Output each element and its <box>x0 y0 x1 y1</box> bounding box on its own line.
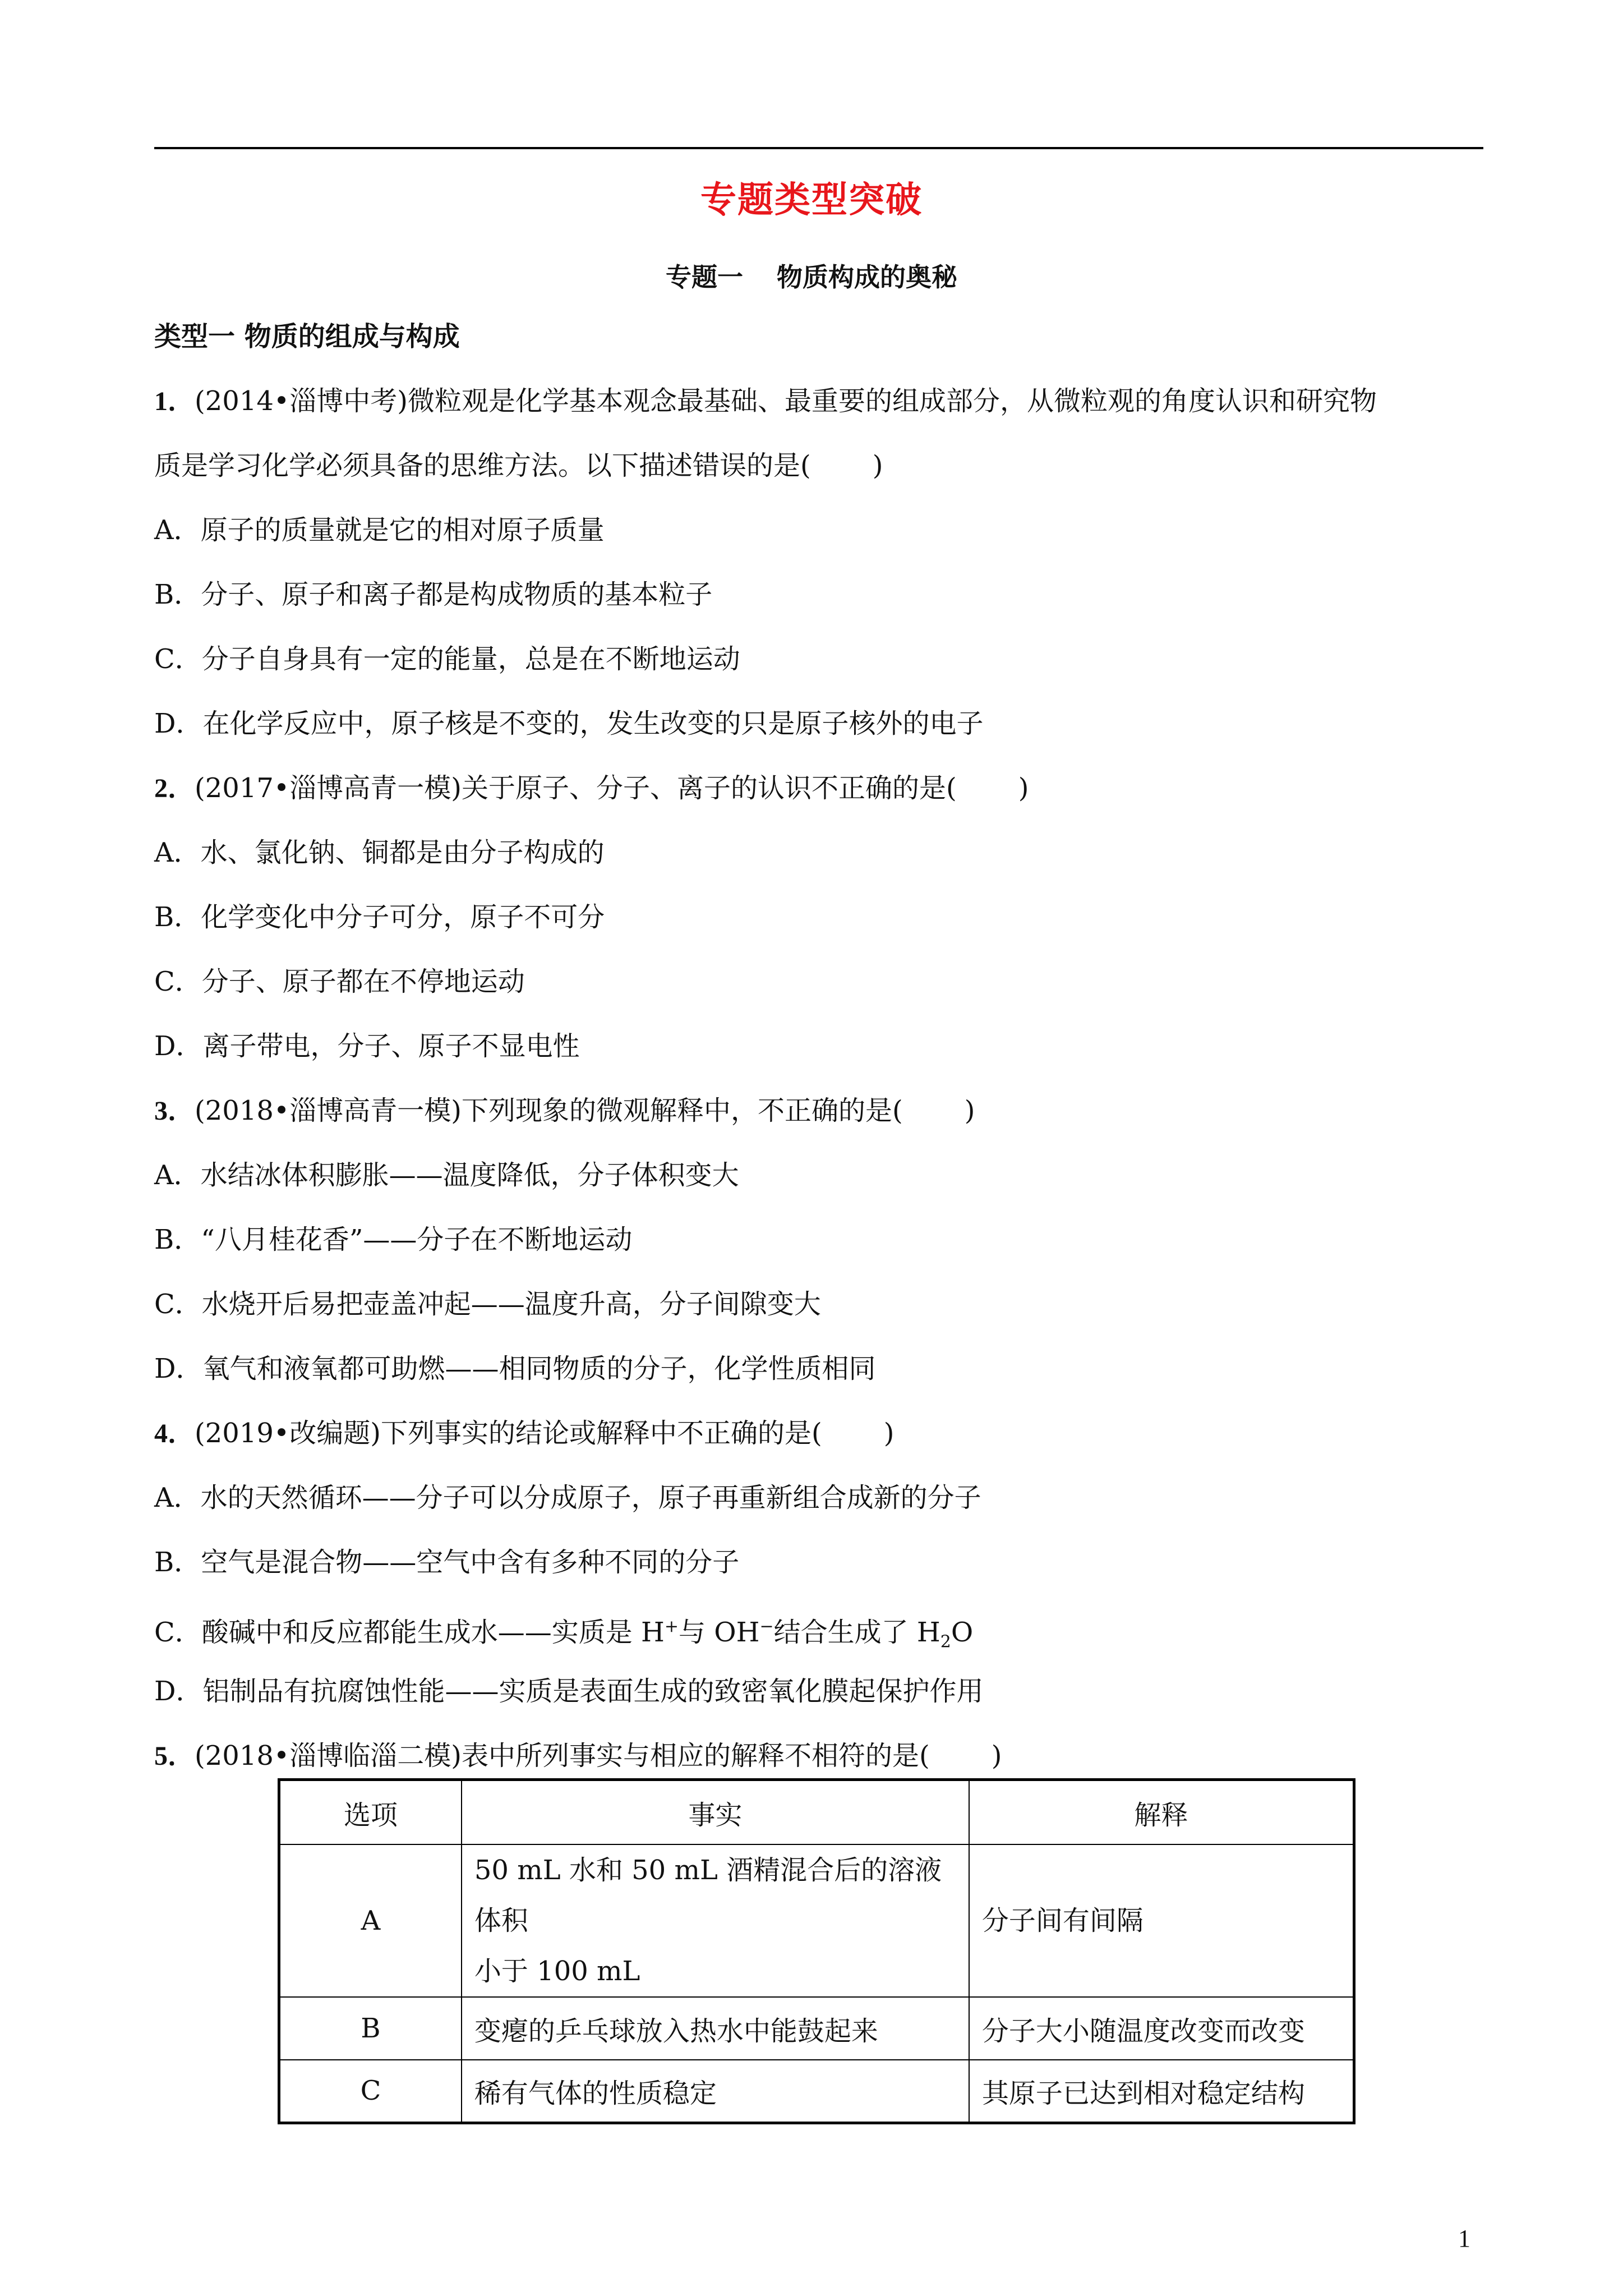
option-text: C．酸碱中和反应都能生成水——实质是 H <box>154 1617 665 1648</box>
question-stem: 下列现象的微观解释中，不正确的是( <box>461 1095 903 1126</box>
header-rule <box>154 147 1483 149</box>
table-cell-option: C <box>279 2060 462 2123</box>
table-header: 选项 <box>279 1780 462 1845</box>
subtitle-topic-number: 专题一 <box>666 262 743 292</box>
question-number: 5． <box>154 1741 195 1771</box>
question-source: (2019•改编题) <box>195 1418 381 1449</box>
answer-paren-close: ) <box>883 1418 895 1449</box>
fact-line: 小于 100 mL <box>474 1955 640 1987</box>
table-cell-fact <box>462 1844 969 1997</box>
question-3-option-a: A．水结冰体积膨胀——温度降低，分子体积变大 <box>154 1159 739 1191</box>
question-stem: 微粒观是化学基本观念最基础、最重要的组成部分，从微粒观的角度认识和研究物 <box>407 385 1377 417</box>
question-1-line-2 <box>154 449 883 482</box>
question-5-stem <box>154 1739 1002 1773</box>
question-stem: 质是学习化学必须具备的思维方法。以下描述错误的是( <box>154 450 811 481</box>
question-4-option-b: B．空气是混合物——空气中含有多种不同的分子 <box>154 1547 740 1578</box>
table-cell-explanation: 分子间有间隔 <box>969 1844 1354 1997</box>
question-1-option-c: C．分子自身具有一定的能量，总是在不断地运动 <box>154 643 740 675</box>
question-2-stem <box>154 771 1029 806</box>
question-source: (2018•淄博临淄二模) <box>195 1740 462 1772</box>
question-1-option-a: A．原子的质量就是它的相对原子质量 <box>154 514 605 546</box>
page-title: 专题类型突破 <box>700 179 923 221</box>
answer-paren-close: ) <box>1018 772 1029 804</box>
table-row <box>279 1997 1354 2060</box>
table-cell-fact: 变瘪的乒乓球放入热水中能鼓起来 <box>462 1997 969 2060</box>
question-source: (2018•淄博高青一模) <box>195 1095 462 1126</box>
table-header: 事实 <box>462 1780 969 1845</box>
question-4-stem <box>154 1416 894 1451</box>
facts-table <box>278 1778 1355 2124</box>
question-2-option-c: C．分子、原子都在不停地运动 <box>154 966 525 997</box>
question-1-option-d: D．在化学反应中，原子核是不变的，发生改变的只是原子核外的电子 <box>154 708 984 739</box>
option-text: O <box>951 1617 974 1648</box>
table-header-row <box>279 1780 1354 1845</box>
superscript-charge: + <box>664 1617 679 1636</box>
fact-line: 50 mL 水和 50 mL 酒精混合后的溶液体积 <box>474 1855 942 1936</box>
question-2-option-b: B．化学变化中分子可分，原子不可分 <box>154 901 605 933</box>
question-stem: 表中所列事实与相应的解释不相符的是( <box>461 1740 930 1772</box>
section-heading: 类型一 物质的组成与构成 <box>154 321 460 352</box>
question-number: 1． <box>154 386 195 416</box>
subscript-count: 2 <box>940 1632 951 1652</box>
table-header: 解释 <box>969 1780 1354 1845</box>
question-3-stem <box>154 1094 975 1128</box>
question-source: (2014•淄博中考) <box>195 385 408 417</box>
answer-paren-close: ) <box>964 1095 975 1126</box>
question-stem: 关于原子、分子、离子的认识不正确的是( <box>461 772 957 804</box>
subtitle-topic-name: 物质构成的奥秘 <box>777 262 957 292</box>
page-subtitle <box>0 257 1623 294</box>
question-3-option-c: C．水烧开后易把壶盖冲起——温度升高，分子间隙变大 <box>154 1289 821 1320</box>
table-cell-option: B <box>279 1997 462 2060</box>
question-number: 3． <box>154 1096 195 1126</box>
page-number: 1 <box>1458 2225 1470 2252</box>
option-text: 与 OH <box>679 1617 760 1648</box>
question-3-option-b: B．“八月桂花香”——分子在不断地运动 <box>154 1224 633 1255</box>
table-row <box>279 1844 1354 1997</box>
table-cell-explanation: 分子大小随温度改变而改变 <box>969 1997 1354 2060</box>
question-3-option-d: D．氧气和液氧都可助燃——相同物质的分子，化学性质相同 <box>154 1353 876 1384</box>
question-2-option-d: D．离子带电，分子、原子不显电性 <box>154 1030 580 1062</box>
question-1-line-1 <box>154 384 1377 418</box>
superscript-charge: − <box>759 1617 774 1636</box>
answer-paren-close: ) <box>872 450 883 481</box>
table-row <box>279 2060 1354 2123</box>
question-source: (2017•淄博高青一模) <box>195 772 462 804</box>
question-1-option-b: B．分子、原子和离子都是构成物质的基本粒子 <box>154 579 713 610</box>
option-text: 结合生成了 H <box>773 1617 940 1648</box>
question-4-option-c <box>154 1610 973 1659</box>
answer-paren-close: ) <box>991 1740 1002 1772</box>
question-number: 2． <box>154 774 195 803</box>
question-stem: 下列事实的结论或解释中不正确的是( <box>380 1418 822 1449</box>
question-4-option-a: A．水的天然循环——分子可以分成原子，原子再重新组合成新的分子 <box>154 1482 981 1513</box>
question-4-option-d: D．铝制品有抗腐蚀性能——实质是表面生成的致密氧化膜起保护作用 <box>154 1676 984 1707</box>
question-number: 4． <box>154 1419 195 1448</box>
table-cell-explanation: 其原子已达到相对稳定结构 <box>969 2060 1354 2123</box>
question-2-option-a: A．水、氯化钠、铜都是由分子构成的 <box>154 837 605 868</box>
table-cell-fact: 稀有气体的性质稳定 <box>462 2060 969 2123</box>
table-cell-option: A <box>279 1844 462 1997</box>
